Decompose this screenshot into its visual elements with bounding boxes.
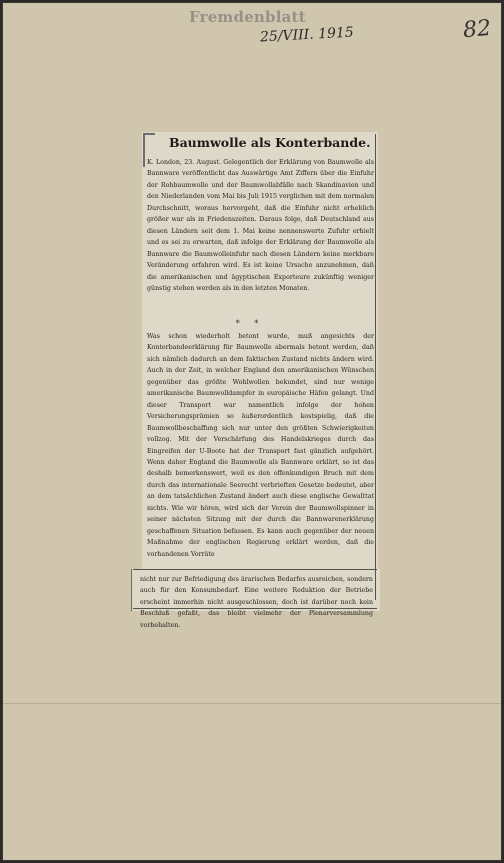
article-paragraph-3: nicht nur zur Befriedigung des ärarischen Bedarfes ausreichen, sondern auch für den Konsumbedarf. Eine weitere Reduktion der Betriebe erscheint immerhin nicht ausgeschlossen, doch ist darüber noch kein Beschluß gefaßt, das bleibt vielmehr der Plenarversammlung vorbehalten. — [140, 576, 373, 629]
article-headline: Baumwolle als Konterbande. — [169, 135, 371, 150]
newspaper-stamp: Fremdenblatt — [189, 8, 306, 26]
article-paragraph-2: Was schon wiederholt betont wurde, muß angesichts der Konterbandeerklärung für Baumwolle abermals betont werden, daß sich nämlich dadurch an dem faktischen Zustand nichts ändern wird. Auch in der Zeit, in welcher England den amerikanischen Wünschen gegenüber das größte Wohlwollen bekundet, sind nur wenige amerikanische Baumwolldampfer in europäische Häfen gelangt. Und dieser Transport war namentlich infolge der hohen Versicherungsprämien so äußerordentlich kostspielig, daß die Baumwollbeschaffung sich nur unter den größten Schwierigkeiten vollzog. Mit der Verschärfung des Handelskrieges durch das Eingreifen der U-Boote hat der Transport fast gänzlich aufgehört. Wenn daher England die Baumwolle als Bannware erklärt, so ist das deshalb bemerkenswert, weil es den offenkundigen Bruch mit dem durch das internationale Seerecht verbrieften Gesetze bedeutet, aber an dem tatsächlichen Zustand ändert auch diese englische Gewalttat nichts. Wie wir hören, wird sich der Verein der Baumwollspinner in seiner nächsten Sitzung mit der durch die Bannwarenerklärung geschaffenen Situation befassen. Es kann auch gegenüber der neuen Maßnahme der englischen Regierung erklärt werden, daß die vorhandenen Vorräte — [147, 333, 374, 558]
archive-sheet — [2, 2, 502, 861]
article-paragraph-1: K. London, 23. August. Gelegentlich der Erklärung von Baumwolle als Bannware veröffentlicht das Auswärtige Amt Ziffern über die Einfuhr der Rohbaumwolle und der Baumwollabfälle nach Skandinavien und den Niederlanden vom Mai bis Juli 1915 verglichen mit dem normalen Durchschnitt, woraus hervorgeht, daß die Einfuhr nicht erheblich größer war als in Friedenszeiten. Daraus folge, daß Deutschland aus diesen Ländern seit dem 1. Mai keine nennenswerte Zufuhr erhielt und es sei zu erwarten, daß infolge der Erklärung der Baumwolle als Bannware die Baumwolleinfuhr nach diesen Ländern keine merkbare Veränderung erfahren wird. Es ist keine Ursache anzunehmen, daß die amerikanischen und ägyptischen Exporteure zukünftig weniger günstig stehen werden als in den letzten Monaten. — [147, 159, 374, 292]
handwritten-page-number: 82 — [461, 15, 493, 44]
handwritten-date: 25/VIII. 1915 — [259, 24, 355, 46]
continuation-top-rule — [133, 569, 377, 570]
section-separator: * * — [235, 319, 265, 328]
clipping-right-rule — [375, 134, 376, 600]
fold-line — [3, 703, 501, 704]
